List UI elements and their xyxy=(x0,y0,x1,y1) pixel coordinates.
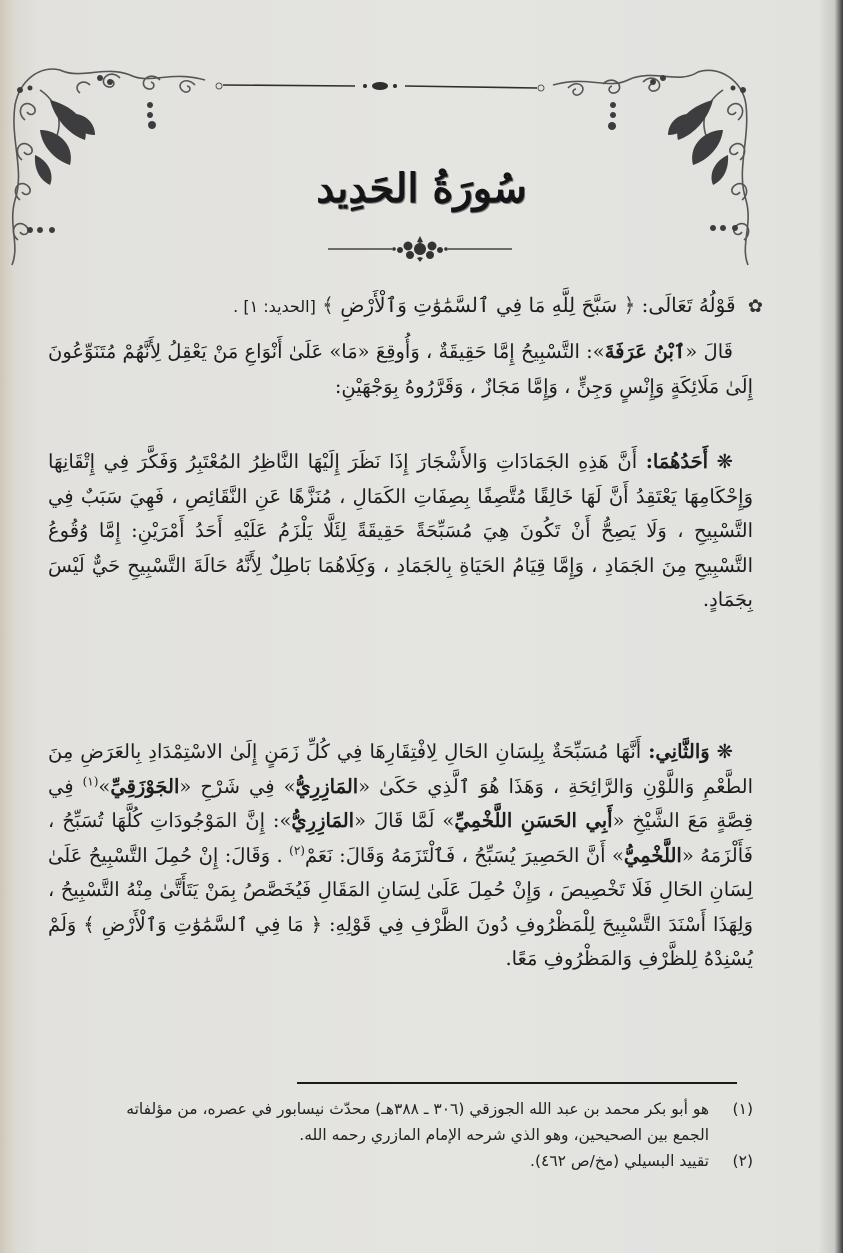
footnote-ref-2[interactable]: (٢) xyxy=(289,843,305,857)
text-run: »: إِنَّ المَوْجُودَاتِ كُلَّهَا تُسَبِّحُ ، فَأَلْزَمَهُ « xyxy=(48,809,754,867)
quran-verse-text: سَبَّحَ لِلَّهِ مَا فِي ٱلسَّمَٰوَٰتِ وَٱلْأَرْضِ xyxy=(340,293,618,317)
asterism-icon: ❋ xyxy=(716,450,733,473)
verse-reference: [الحديد: ١] . xyxy=(233,297,316,316)
text-run: » أَنَّ الحَصِيرَ يُسَبِّحُ ، فَٱلْتَزَمَهُ وَقَالَ: نَعَمْ xyxy=(304,843,624,867)
footnote-ref-1[interactable]: (١) xyxy=(82,774,99,788)
surah-title: سُورَةُ الحَدِيد xyxy=(316,165,527,212)
footnote-number: (٢) xyxy=(732,1152,753,1170)
footnote-number: (١) xyxy=(732,1100,753,1118)
aspect-heading: وَالثَّانِي: xyxy=(648,740,710,763)
scholar-name: الجَوْزَقِيِّ xyxy=(110,774,180,798)
text-run: » فِي شَرْحِ « xyxy=(179,774,296,798)
footnotes xyxy=(43,1096,753,1174)
scholar-name: اللَّخْمِيُّ xyxy=(623,843,682,867)
scholar-name: المَازِرِيُّ xyxy=(295,774,359,798)
footnote-text: تقييد البسيلي (مخ/ص ٤٦٢). xyxy=(530,1152,709,1170)
footnote-2 xyxy=(43,1148,753,1174)
paragraph-first-aspect xyxy=(48,445,753,618)
scholar-name: أَبِي الحَسَنِ اللَّخْمِيِّ xyxy=(454,809,613,832)
text-run: أَنَّ هَذِهِ الجَمَادَاتِ وَالأَشْجَارَ إِذَا نَظَرَ إِلَيْهَا النَّاظِرُ المُعْتَبِرُ وَفَكَّرَ فِي إِتْقَانِهَا وَإِحْكَامِهَا يَعْتَقِدُ أَنَّ لَهَا خَالِقًا مُتَّصِفًا بِصِفَاتِ الكَمَالِ ، مُنَزَّهًا عَنِ النَّقَائِصِ ، فَهِيَ سَبَبٌ فِي التَّسْبِيحِ ، وَلَا يَصِحُّ أَنْ تَكُونَ هِيَ مُسَبِّحَةً حَقِيقَةً لِئَلَّا يَلْزَمُ عَلَيْهِ أَحَدُ أَمْرَيْنِ: إِمَّا وُقُوعُ التَّسْبِيحِ مِنَ الجَمَادِ ، وَإِمَّا قِيَامُ الحَيَاةِ بِالجَمَادِ ، وَكِلَاهُمَا بَاطِلٌ لِأَنَّهُ حَالَةَ التَّسْبِيحِ حَيٌّ لَيْسَ بِجَمَادٍ. xyxy=(48,450,753,611)
text-run: . وَقَالَ: إِنْ حُمِلَ التَّسْبِيحُ عَلَىٰ لِسَانِ الحَالِ فَلَا تَخْصِيصَ ، وَإِنْ حُمِلَ عَلَىٰ لِسَانِ المَقَالِ فَيُخَصَّصُ بِمَنْ يَتَأَتَّىٰ مِنْهُ التَّسْبِيحُ ، وَلِهَذَا أَسْنَدَ التَّسْبِيحَ لِلْمَظْرُوفِ دُونَ الظَّرْفِ فِي قَوْلِهِ: ﴿ مَا فِي ٱلسَّمَٰوَٰتِ وَٱلْأَرْضِ ﴾ وَلَمْ يُسْنِدْهُ لِلظَّرْفِ وَالمَظْرُوفِ مَعًا. xyxy=(48,843,753,970)
scholar-name: ٱبْنُ عَرَفَةَ xyxy=(604,340,686,363)
footnote-separator xyxy=(297,1082,737,1084)
text-run: فِي قِصَّةٍ مَعَ الشَّيْخِ « xyxy=(48,774,754,832)
text-run: »: التَّسْبِيحُ إِمَّا حَقِيقَةٌ ، وَأُوقِعَ «مَا» عَلَىٰ أَنْوَاعِ مَنْ يَعْقِلُ لِأَنَّهُمْ مُتَنَوِّعُونَ إِلَىٰ مَلَائِكَةٍ وَإِنْسٍ وَجِنٍّ ، وَإِمَّا مَجَازٌ ، وَقَرَّرُوهُ بِوَجْهَيْنِ: xyxy=(48,340,753,398)
scholar-name: المَازِرِيُّ xyxy=(291,809,355,832)
text-run: » لَمَّا قَالَ « xyxy=(354,809,455,832)
footnote-1 xyxy=(43,1096,753,1122)
quran-close-bracket: ﴾ xyxy=(322,293,334,317)
text-run: أَنَّهَا مُسَبِّحَةٌ بِلِسَانِ الحَالِ لِافْتِقَارِهَا فِي كُلِّ زَمَنٍ إِلَىٰ الاسْتِمْدَادِ بِالعَرَضِ مِنَ الطَّعْمِ وَاللَّوْنِ وَالرَّائِحَةِ ، وَهَذَا هُوَ ٱلَّذِي حَكَىٰ « xyxy=(48,740,753,798)
verse-intro: قَوْلُهُ تَعَالَى: xyxy=(641,293,736,317)
verse-citation xyxy=(83,285,763,327)
paragraph-second-aspect xyxy=(48,735,753,977)
flower-icon: ✿ xyxy=(747,296,763,317)
aspect-heading: أَحَدُهُمَا: xyxy=(645,450,709,473)
paragraph-ibn-arafa xyxy=(48,335,753,404)
quran-open-bracket: ﴿ xyxy=(623,293,636,317)
text-run: » xyxy=(98,774,111,798)
asterism-icon: ❋ xyxy=(716,740,734,763)
title-divider-ornament-icon xyxy=(320,234,520,264)
text-run: قَالَ « xyxy=(685,340,733,363)
top-rule-ornament-icon xyxy=(215,80,545,92)
footnote-text: هو أبو بكر محمد بن عبد الله الجوزقي (٣٠٦ ـ ٣٨٨هـ) محدّث نيسابور في عصره، من مؤلفاته xyxy=(126,1100,709,1118)
footnote-1-continuation: الجمع بين الصحيحين، وهو الذي شرحه الإمام المازري رحمه الله. xyxy=(299,1126,709,1144)
